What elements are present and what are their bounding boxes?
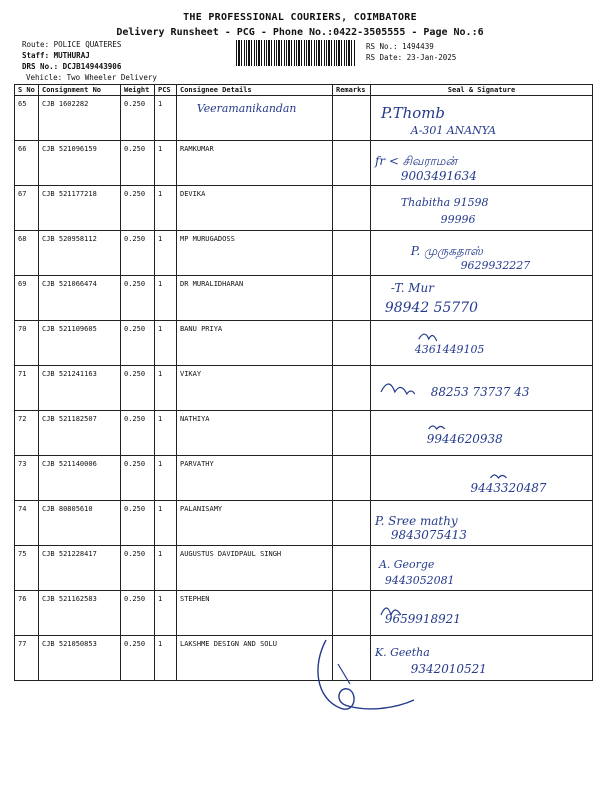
sig-text: A-301 ANANYA (410, 123, 496, 137)
weight-cell: 0.250 (121, 276, 155, 321)
weight-cell: 0.250 (121, 141, 155, 186)
table-row (15, 141, 593, 186)
consignee-cell: BANU PRIYA (177, 321, 333, 366)
rs-number: RS No.: 1494439 (366, 42, 434, 51)
table-row (15, 321, 593, 366)
signature-69 (371, 276, 592, 320)
header-pcs: PCS (155, 85, 177, 96)
sig-text: Thabitha 91598 (400, 196, 489, 210)
consignee-cell: DEVIKA (177, 186, 333, 231)
pcs-cell: 1 (155, 501, 177, 546)
table-row (15, 276, 593, 321)
weight-cell: 0.250 (121, 411, 155, 456)
remarks-cell (333, 411, 371, 456)
pcs-cell: 1 (155, 141, 177, 186)
table-row (15, 501, 593, 546)
consignee-cell: STEPHEN (177, 591, 333, 636)
remarks-cell (333, 456, 371, 501)
signature-66 (371, 141, 592, 185)
weight-cell: 0.250 (121, 231, 155, 276)
consignment-cell: CJB 520958112 (39, 231, 121, 276)
sig-stroke (419, 334, 437, 341)
consignee-cell: RAMKUMAR (177, 141, 333, 186)
header-consignee: Consignee Details (177, 85, 333, 96)
sig-text: P. Sree mathy (374, 513, 458, 528)
pcs-cell: 1 (155, 186, 177, 231)
consignee-cell: LAKSHME DESIGN AND SOLU (177, 636, 333, 681)
header-remarks: Remarks (333, 85, 371, 96)
sig-text: 4361449105 (414, 342, 485, 356)
delivery-signature-stamp (310, 636, 420, 716)
sno-cell: 65 (15, 96, 39, 141)
route-label: Route: POLICE QUATERES (22, 40, 122, 49)
company-title: THE PROFESSIONAL COURIERS, COIMBATORE (183, 12, 417, 23)
table-row (15, 186, 593, 231)
table-header-row (15, 85, 593, 96)
pcs-cell: 1 (155, 276, 177, 321)
signature-cell (371, 321, 593, 366)
consignment-cell: CJB 521162583 (39, 591, 121, 636)
consignment-cell: CJB 521109605 (39, 321, 121, 366)
remarks-cell (333, 141, 371, 186)
sno-cell: 69 (15, 276, 39, 321)
remarks-cell (333, 321, 371, 366)
signature-cell (371, 276, 593, 321)
sig-text: 9342010521 (410, 661, 487, 676)
signature-71 (371, 366, 592, 410)
weight-cell: 0.250 (121, 501, 155, 546)
consignment-cell: CJB 521096159 (39, 141, 121, 186)
table-row (15, 456, 593, 501)
sig-text: P.Thomb (380, 104, 445, 122)
consignment-cell: CJB 521182507 (39, 411, 121, 456)
consignment-cell: CJB 521241163 (39, 366, 121, 411)
remarks-cell (333, 501, 371, 546)
consignee-cell: AUGUSTUS DAVIDPAUL SINGH (177, 546, 333, 591)
sig-text: -T. Mur (390, 281, 434, 296)
signature-cell (371, 231, 593, 276)
staff-label: Staff: MUTHURAJ (22, 51, 90, 60)
sno-cell: 76 (15, 591, 39, 636)
sno-cell: 72 (15, 411, 39, 456)
weight-cell: 0.250 (121, 321, 155, 366)
signature-cell (371, 366, 593, 411)
consignment-cell: CJB 521050853 (39, 636, 121, 681)
consignee-cell (177, 96, 333, 141)
vehicle-label: Vehicle: Two Wheeler Delivery (26, 73, 157, 82)
sig-text: 9443320487 (470, 480, 547, 495)
sno-cell: 71 (15, 366, 39, 411)
sno-cell: 67 (15, 186, 39, 231)
sno-cell: 66 (15, 141, 39, 186)
header-weight: Weight (121, 85, 155, 96)
consignment-cell: CJB 521228417 (39, 546, 121, 591)
weight-cell: 0.250 (121, 546, 155, 591)
signature-cell (371, 186, 593, 231)
table-row (15, 411, 593, 456)
weight-cell: 0.250 (121, 636, 155, 681)
sig-text: 9843075413 (390, 527, 467, 542)
table-row (15, 231, 593, 276)
table-row (15, 96, 593, 141)
barcode-image (236, 40, 356, 66)
signature-cell (371, 411, 593, 456)
table-row (15, 636, 593, 681)
sno-cell: 74 (15, 501, 39, 546)
sno-cell: 75 (15, 546, 39, 591)
sig-text: 9659918921 (384, 611, 461, 626)
sno-cell: 73 (15, 456, 39, 501)
remarks-cell (333, 591, 371, 636)
sig-text: 9629932227 (460, 258, 531, 272)
signature-stroke (338, 664, 350, 684)
signature-cell (371, 546, 593, 591)
sig-text: 9944620938 (426, 431, 503, 446)
sig-text: 98942 55770 (384, 299, 478, 316)
sig-text: 99996 (440, 212, 476, 226)
consignee-cell: NATHIYA (177, 411, 333, 456)
remarks-cell (333, 186, 371, 231)
consignment-cell: CJB 1602282 (39, 96, 121, 141)
weight-cell: 0.250 (121, 366, 155, 411)
pcs-cell: 1 (155, 321, 177, 366)
table-row (15, 591, 593, 636)
signature-cell (371, 501, 593, 546)
sig-text: P. முருகதாஸ் (410, 243, 483, 258)
pcs-cell: 1 (155, 96, 177, 141)
sig-stroke (381, 384, 415, 394)
header-sno: S No (15, 85, 39, 96)
pcs-cell: 1 (155, 411, 177, 456)
signature-68 (371, 231, 592, 275)
header-consignment: Consignment No (39, 85, 121, 96)
signature-75 (371, 546, 592, 590)
signature-cell (371, 96, 593, 141)
drs-number: DRS No.: DCJB149443906 (22, 62, 122, 71)
consignment-cell: CJB 80805610 (39, 501, 121, 546)
remarks-cell (333, 366, 371, 411)
sig-text: A. George (378, 558, 435, 571)
pcs-cell: 1 (155, 546, 177, 591)
consignee-cell: MP MURUGADOSS (177, 231, 333, 276)
consignee-cell: PALANISAMY (177, 501, 333, 546)
consignee-cell: PARVATHY (177, 456, 333, 501)
pcs-cell: 1 (155, 366, 177, 411)
sig-text: 88253 73737 43 (430, 384, 530, 399)
signature-cell (371, 456, 593, 501)
sig-text: 9003491634 (400, 168, 477, 183)
handwritten-consignee (177, 96, 332, 140)
signature-cell (371, 141, 593, 186)
weight-cell: 0.250 (121, 186, 155, 231)
weight-cell: 0.250 (121, 96, 155, 141)
header-signature: Seal & Signature (371, 85, 593, 96)
remarks-cell (333, 96, 371, 141)
runsheet-subtitle: Delivery Runsheet - PCG - Phone No.:0422-3505555 - Page No.:6 (116, 27, 484, 38)
sig-stroke (429, 426, 445, 429)
consignee-cell: DR MURALIDHARAN (177, 276, 333, 321)
weight-cell: 0.250 (121, 456, 155, 501)
rs-date: RS Date: 23-Jan-2025 (366, 53, 457, 62)
signature-74 (371, 501, 592, 545)
consignment-cell: CJB 521066474 (39, 276, 121, 321)
remarks-cell (333, 546, 371, 591)
sig-text: K. Geetha (374, 646, 430, 660)
sno-cell: 70 (15, 321, 39, 366)
pcs-cell: 1 (155, 456, 177, 501)
sig-stroke (490, 475, 506, 478)
signature-67 (371, 186, 592, 230)
sno-cell: 68 (15, 231, 39, 276)
runsheet-table (14, 84, 593, 681)
sig-text: fr < சிவராமன் (374, 153, 458, 168)
pcs-cell: 1 (155, 591, 177, 636)
pcs-cell: 1 (155, 636, 177, 681)
signature-72 (371, 411, 592, 455)
remarks-cell (333, 231, 371, 276)
table-row (15, 366, 593, 411)
signature-70 (371, 321, 592, 365)
pcs-cell: 1 (155, 231, 177, 276)
signature-76 (371, 591, 592, 635)
sno-cell: 77 (15, 636, 39, 681)
signature-65 (371, 96, 592, 140)
signature-cell (371, 591, 593, 636)
consignment-cell: CJB 521177218 (39, 186, 121, 231)
consignment-cell: CJB 521140006 (39, 456, 121, 501)
consignee-cell: VIKAY (177, 366, 333, 411)
sig-text: 9443052081 (384, 573, 455, 587)
table-row (15, 546, 593, 591)
signature-73 (371, 456, 592, 500)
signature-stroke (318, 640, 414, 709)
remarks-cell (333, 276, 371, 321)
handwritten-consignee-name: Veeramanikandan (196, 102, 297, 116)
weight-cell: 0.250 (121, 591, 155, 636)
